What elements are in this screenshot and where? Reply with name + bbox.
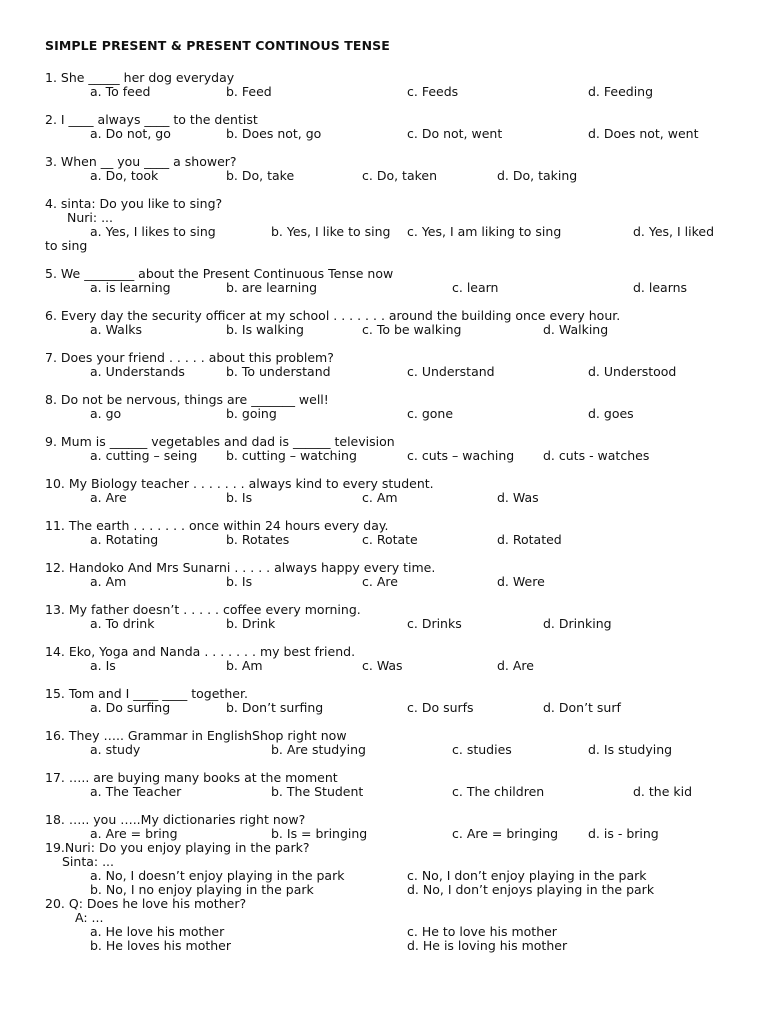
q14-option-d: d. Are [497,658,534,673]
q4-option-d-wrap: to sing [45,238,88,253]
q20-option-a: a. He love his mother [90,924,225,939]
q6-option-b: b. Is walking [226,322,304,337]
q20-option-d: d. He is loving his mother [407,938,568,953]
q15-option-d: d. Don’t surf [543,700,621,715]
question-15: 15. Tom and I ____ ____ together. [45,686,248,701]
question-5: 5. We ________ about the Present Continuous Tense now [45,266,394,281]
q3-option-d: d. Do, taking [497,168,578,183]
q9-option-d: d. cuts - watches [543,448,650,463]
q15-option-a: a. Do surfing [90,700,171,715]
q18-option-a: a. Are = bring [90,826,178,841]
q7-option-c: c. Understand [407,364,495,379]
q6-option-a: a. Walks [90,322,143,337]
q5-option-c: c. learn [452,280,499,295]
question-14: 14. Eko, Yoga and Nanda . . . . . . . my best friend. [45,644,356,659]
q7-option-d: d. Understood [588,364,677,379]
q12-option-b: b. Is [226,574,253,589]
q20-reply: A: ... [75,910,104,925]
q4-option-a: a. Yes, I likes to sing [90,224,216,239]
q14-option-c: c. Was [362,658,403,673]
question-3: 3. When __ you ____ a shower? [45,154,237,169]
q6-option-c: c. To be walking [362,322,462,337]
question-16: 16. They ….. Grammar in EnglishShop right now [45,728,347,743]
question-13: 13. My father doesn’t . . . . . coffee every morning. [45,602,361,617]
q4-option-c: c. Yes, I am liking to sing [407,224,562,239]
q20-option-b: b. He loves his mother [90,938,231,953]
question-1: 1. She _____ her dog everyday [45,70,235,85]
q8-option-b: b. going [226,406,277,421]
q9-option-a: a. cutting – seing [90,448,198,463]
q10-option-a: a. Are [90,490,127,505]
q12-option-a: a. Am [90,574,127,589]
q3-option-b: b. Do, take [226,168,295,183]
q5-option-a: a. is learning [90,280,171,295]
q15-option-c: c. Do surfs [407,700,474,715]
q12-option-d: d. Were [497,574,545,589]
question-12: 12. Handoko And Mrs Sunarni . . . . . always happy every time. [45,560,436,575]
q1-option-a: a. To feed [90,84,151,99]
q8-option-a: a. go [90,406,122,421]
q11-option-d: d. Rotated [497,532,562,547]
q19-option-d: d. No, I don’t enjoys playing in the park [407,882,655,897]
q16-option-b: b. Are studying [271,742,366,757]
q9-option-c: c. cuts – waching [407,448,515,463]
question-19: 19.Nuri: Do you enjoy playing in the park? [45,840,310,855]
q2-option-c: c. Do not, went [407,126,503,141]
q7-option-a: a. Understands [90,364,185,379]
q4-option-d: d. Yes, I liked [633,224,715,239]
q18-option-d: d. is - bring [588,826,659,841]
q13-option-c: c. Drinks [407,616,462,631]
q2-option-d: d. Does not, went [588,126,699,141]
q8-option-c: c. gone [407,406,454,421]
q8-option-d: d. goes [588,406,634,421]
q1-option-d: d. Feeding [588,84,654,99]
question-20: 20. Q: Does he love his mother? [45,896,247,911]
q20-option-c: c. He to love his mother [407,924,557,939]
q17-option-b: b. The Student [271,784,364,799]
q1-option-b: b. Feed [226,84,272,99]
q14-option-b: b. Am [226,658,263,673]
question-6: 6. Every day the security officer at my school . . . . . . . around the building once every hour. [45,308,621,323]
q1-option-c: c. Feeds [407,84,459,99]
q13-option-b: b. Drink [226,616,276,631]
q14-option-a: a. Is [90,658,116,673]
q3-option-c: c. Do, taken [362,168,438,183]
question-2: 2. I ____ always ____ to the dentist [45,112,258,127]
q11-option-c: c. Rotate [362,532,418,547]
q4-reply: Nuri: ... [67,210,113,225]
q3-option-a: a. Do, took [90,168,159,183]
question-10: 10. My Biology teacher . . . . . . . always kind to every student. [45,476,434,491]
q6-option-d: d. Walking [543,322,609,337]
q10-option-b: b. Is [226,490,253,505]
question-4: 4. sinta: Do you like to sing? [45,196,223,211]
question-8: 8. Do not be nervous, things are _______ well! [45,392,329,407]
q11-option-b: b. Rotates [226,532,290,547]
q16-option-d: d. Is studying [588,742,673,757]
q11-option-a: a. Rotating [90,532,159,547]
q9-option-b: b. cutting – watching [226,448,357,463]
question-17: 17. ….. are buying many books at the moment [45,770,338,785]
question-18: 18. ….. you …..My dictionaries right now? [45,812,306,827]
q5-option-d: d. learns [633,280,688,295]
q19-reply: Sinta: ... [62,854,114,869]
q15-option-b: b. Don’t surfing [226,700,324,715]
q18-option-c: c. Are = bringing [452,826,559,841]
q19-option-a: a. No, I doesn’t enjoy playing in the park [90,868,345,883]
q4-option-b: b. Yes, I like to sing [271,224,391,239]
q16-option-c: c. studies [452,742,512,757]
worksheet-title: SIMPLE PRESENT & PRESENT CONTINOUS TENSE [45,38,390,53]
q17-option-a: a. The Teacher [90,784,182,799]
question-7: 7. Does your friend . . . . . about this problem? [45,350,334,365]
q10-option-d: d. Was [497,490,539,505]
q13-option-a: a. To drink [90,616,155,631]
q18-option-b: b. Is = bringing [271,826,368,841]
q2-option-b: b. Does not, go [226,126,322,141]
q17-option-c: c. The children [452,784,545,799]
q19-option-c: c. No, I don’t enjoy playing in the park [407,868,647,883]
question-11: 11. The earth . . . . . . . once within 24 hours every day. [45,518,389,533]
q16-option-a: a. study [90,742,141,757]
q10-option-c: c. Am [362,490,398,505]
q12-option-c: c. Are [362,574,398,589]
q5-option-b: b. are learning [226,280,318,295]
q17-option-d: d. the kid [633,784,693,799]
question-9: 9. Mum is ______ vegetables and dad is ______ television [45,434,395,449]
q19-option-b: b. No, I no enjoy playing in the park [90,882,314,897]
q13-option-d: d. Drinking [543,616,612,631]
q2-option-a: a. Do not, go [90,126,171,141]
q7-option-b: b. To understand [226,364,331,379]
